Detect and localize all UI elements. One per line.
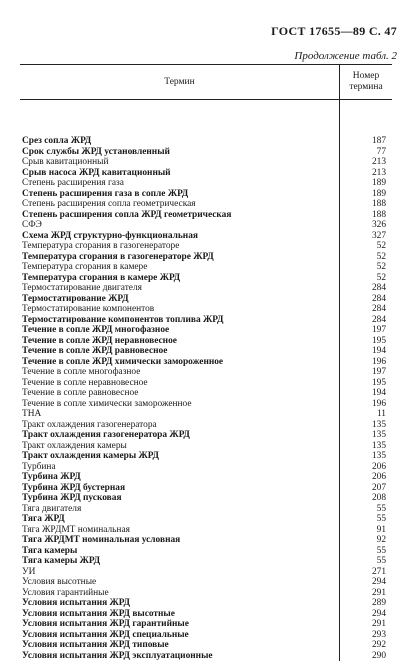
table-row bbox=[20, 189, 392, 200]
term-cell: Тяга ЖРДМТ номинальная bbox=[20, 525, 340, 536]
term-cell: Термостатирование компонентов топлива ЖРД bbox=[20, 315, 340, 326]
table-row bbox=[20, 514, 392, 525]
table-row bbox=[20, 451, 392, 462]
term-cell: Условия испытания ЖРД высотные bbox=[20, 609, 340, 620]
table-row bbox=[20, 556, 392, 567]
table-row bbox=[20, 472, 392, 483]
term-cell: Течение в сопле равновесное bbox=[20, 388, 340, 399]
term-cell: Температура сгорания в камере ЖРД bbox=[20, 273, 340, 284]
table-header bbox=[20, 64, 392, 100]
table-row bbox=[20, 283, 392, 294]
term-cell: Течение в сопле химически замороженное bbox=[20, 399, 340, 410]
term-cell: Течение в сопле многофазное bbox=[20, 367, 340, 378]
term-cell: Степень расширения сопла ЖРД геометрическая bbox=[20, 210, 340, 221]
term-cell: Условия испытания ЖРД гарантийные bbox=[20, 619, 340, 630]
term-cell: Срыв насоса ЖРД кавитационный bbox=[20, 168, 340, 179]
table-row bbox=[20, 199, 392, 210]
term-cell: Тракт охлаждения камеры bbox=[20, 441, 340, 452]
table-row bbox=[20, 546, 392, 557]
term-number-cell: 271 bbox=[340, 567, 392, 578]
term-number-cell: 327 bbox=[340, 231, 392, 242]
term-cell: Тяга ЖРДМТ номинальная условная bbox=[20, 535, 340, 546]
term-number-cell: 52 bbox=[340, 262, 392, 273]
term-number-cell: 197 bbox=[340, 325, 392, 336]
term-cell: Условия испытания ЖРД типовые bbox=[20, 640, 340, 651]
term-cell: Температура сгорания в газогенераторе bbox=[20, 241, 340, 252]
term-number-cell: 291 bbox=[340, 619, 392, 630]
term-number-cell: 293 bbox=[340, 630, 392, 641]
term-number-cell: 196 bbox=[340, 357, 392, 368]
term-cell: Степень расширения сопла геометрическая bbox=[20, 199, 340, 210]
term-cell: Турбина ЖРД пусковая bbox=[20, 493, 340, 504]
term-number-cell: 52 bbox=[340, 252, 392, 263]
term-cell: Условия высотные bbox=[20, 577, 340, 588]
table-row bbox=[20, 483, 392, 494]
term-cell: Турбина ЖРД bbox=[20, 472, 340, 483]
term-number-cell: 290 bbox=[340, 651, 392, 661]
term-number-cell: 91 bbox=[340, 525, 392, 536]
term-number-cell: 195 bbox=[340, 336, 392, 347]
term-cell: Течение в сопле ЖРД неравновесное bbox=[20, 336, 340, 347]
term-number-cell: 135 bbox=[340, 451, 392, 462]
term-number-cell: 213 bbox=[340, 157, 392, 168]
table-row bbox=[20, 241, 392, 252]
term-number-cell: 135 bbox=[340, 430, 392, 441]
table-row bbox=[20, 315, 392, 326]
term-number-cell: 55 bbox=[340, 556, 392, 567]
term-number-cell: 187 bbox=[340, 136, 392, 147]
page-header: ГОСТ 17655—89 С. 47 bbox=[271, 24, 397, 39]
term-number-cell: 189 bbox=[340, 178, 392, 189]
term-number-cell: 92 bbox=[340, 535, 392, 546]
table-row bbox=[20, 619, 392, 630]
term-cell: Срок службы ЖРД установленный bbox=[20, 147, 340, 158]
term-number-cell: 292 bbox=[340, 640, 392, 651]
table-row bbox=[20, 420, 392, 431]
term-number-cell: 284 bbox=[340, 294, 392, 305]
term-number-cell: 55 bbox=[340, 514, 392, 525]
term-number-cell: 194 bbox=[340, 346, 392, 357]
table-row bbox=[20, 325, 392, 336]
term-cell: Схема ЖРД структурно-функциональная bbox=[20, 231, 340, 242]
term-cell: Степень расширения газа bbox=[20, 178, 340, 189]
table-row bbox=[20, 609, 392, 620]
terms-table bbox=[20, 64, 392, 661]
term-cell: Термостатирование компонентов bbox=[20, 304, 340, 315]
term-number-cell: 284 bbox=[340, 304, 392, 315]
table-row bbox=[20, 441, 392, 452]
term-cell: Срез сопла ЖРД bbox=[20, 136, 340, 147]
column-header-number: Номер термина bbox=[340, 65, 392, 99]
term-cell: СФЭ bbox=[20, 220, 340, 231]
table-row bbox=[20, 357, 392, 368]
table-row bbox=[20, 304, 392, 315]
term-cell: Тяга двигателя bbox=[20, 504, 340, 515]
table-row bbox=[20, 504, 392, 515]
term-cell: Условия испытания ЖРД специальные bbox=[20, 630, 340, 641]
table-row bbox=[20, 273, 392, 284]
term-number-cell: 197 bbox=[340, 367, 392, 378]
term-number-cell: 207 bbox=[340, 483, 392, 494]
term-number-cell: 196 bbox=[340, 399, 392, 410]
table-row bbox=[20, 588, 392, 599]
term-cell: Степень расширения газа в сопле ЖРД bbox=[20, 189, 340, 200]
term-cell: Турбина ЖРД бустерная bbox=[20, 483, 340, 494]
term-cell: Течение в сопле ЖРД многофазное bbox=[20, 325, 340, 336]
term-number-cell: 294 bbox=[340, 609, 392, 620]
term-number-cell: 194 bbox=[340, 388, 392, 399]
table-row bbox=[20, 168, 392, 179]
table-row bbox=[20, 294, 392, 305]
term-number-cell: 284 bbox=[340, 283, 392, 294]
table-row bbox=[20, 147, 392, 158]
table-row bbox=[20, 525, 392, 536]
table-row bbox=[20, 388, 392, 399]
term-number-cell: 326 bbox=[340, 220, 392, 231]
table-row bbox=[20, 399, 392, 410]
term-cell: УИ bbox=[20, 567, 340, 578]
table-continuation-label: Продолжение табл. 2 bbox=[294, 50, 397, 62]
term-number-cell: 208 bbox=[340, 493, 392, 504]
table-row bbox=[20, 430, 392, 441]
term-cell: Тракт охлаждения газогенератора bbox=[20, 420, 340, 431]
table-row bbox=[20, 262, 392, 273]
term-number-cell: 206 bbox=[340, 472, 392, 483]
term-number-cell: 284 bbox=[340, 315, 392, 326]
table-row bbox=[20, 220, 392, 231]
term-number-cell: 195 bbox=[340, 378, 392, 389]
table-row bbox=[20, 346, 392, 357]
table-row bbox=[20, 567, 392, 578]
table-row bbox=[20, 409, 392, 420]
term-number-cell: 188 bbox=[340, 210, 392, 221]
term-number-cell: 135 bbox=[340, 441, 392, 452]
term-cell: Тракт охлаждения камеры ЖРД bbox=[20, 451, 340, 462]
term-cell: Условия испытания ЖРД эксплуатационные bbox=[20, 651, 340, 661]
term-number-cell: 11 bbox=[340, 409, 392, 420]
table-row bbox=[20, 367, 392, 378]
term-number-cell: 52 bbox=[340, 241, 392, 252]
term-number-cell: 135 bbox=[340, 420, 392, 431]
table-row bbox=[20, 598, 392, 609]
table-row bbox=[20, 493, 392, 504]
term-cell: Условия испытания ЖРД bbox=[20, 598, 340, 609]
term-number-cell: 294 bbox=[340, 577, 392, 588]
term-cell: Течение в сопле неравновесное bbox=[20, 378, 340, 389]
term-cell: Течение в сопле ЖРД химически замороженное bbox=[20, 357, 340, 368]
term-cell: Условия гарантийные bbox=[20, 588, 340, 599]
table-row bbox=[20, 231, 392, 242]
table-row bbox=[20, 136, 392, 147]
column-header-term: Термин bbox=[20, 65, 340, 99]
term-number-cell: 55 bbox=[340, 504, 392, 515]
term-number-cell: 213 bbox=[340, 168, 392, 179]
term-cell: Течение в сопле ЖРД равновесное bbox=[20, 346, 340, 357]
table-row bbox=[20, 210, 392, 221]
term-cell: Тяга ЖРД bbox=[20, 514, 340, 525]
term-number-cell: 289 bbox=[340, 598, 392, 609]
table-row bbox=[20, 651, 392, 661]
table-row bbox=[20, 378, 392, 389]
term-number-cell: 52 bbox=[340, 273, 392, 284]
term-number-cell: 206 bbox=[340, 462, 392, 473]
term-number-cell: 55 bbox=[340, 546, 392, 557]
term-number-cell: 189 bbox=[340, 189, 392, 200]
term-cell: Турбина bbox=[20, 462, 340, 473]
table-row bbox=[20, 630, 392, 641]
table-row bbox=[20, 462, 392, 473]
term-number-cell: 77 bbox=[340, 147, 392, 158]
term-cell: Тяга камеры bbox=[20, 546, 340, 557]
term-cell: ТНА bbox=[20, 409, 340, 420]
table-row bbox=[20, 535, 392, 546]
table-row bbox=[20, 577, 392, 588]
table-body bbox=[20, 100, 392, 661]
term-cell: Тяга камеры ЖРД bbox=[20, 556, 340, 567]
table-row bbox=[20, 178, 392, 189]
table-row bbox=[20, 640, 392, 651]
table-row bbox=[20, 157, 392, 168]
term-number-cell: 188 bbox=[340, 199, 392, 210]
term-cell: Срыв кавитационный bbox=[20, 157, 340, 168]
term-cell: Термостатирование ЖРД bbox=[20, 294, 340, 305]
term-cell: Термостатирование двигателя bbox=[20, 283, 340, 294]
term-cell: Температура сгорания в газогенераторе ЖРД bbox=[20, 252, 340, 263]
table-row bbox=[20, 252, 392, 263]
term-cell: Тракт охлаждения газогенератора ЖРД bbox=[20, 430, 340, 441]
table-row bbox=[20, 336, 392, 347]
term-number-cell: 291 bbox=[340, 588, 392, 599]
term-cell: Температура сгорания в камере bbox=[20, 262, 340, 273]
